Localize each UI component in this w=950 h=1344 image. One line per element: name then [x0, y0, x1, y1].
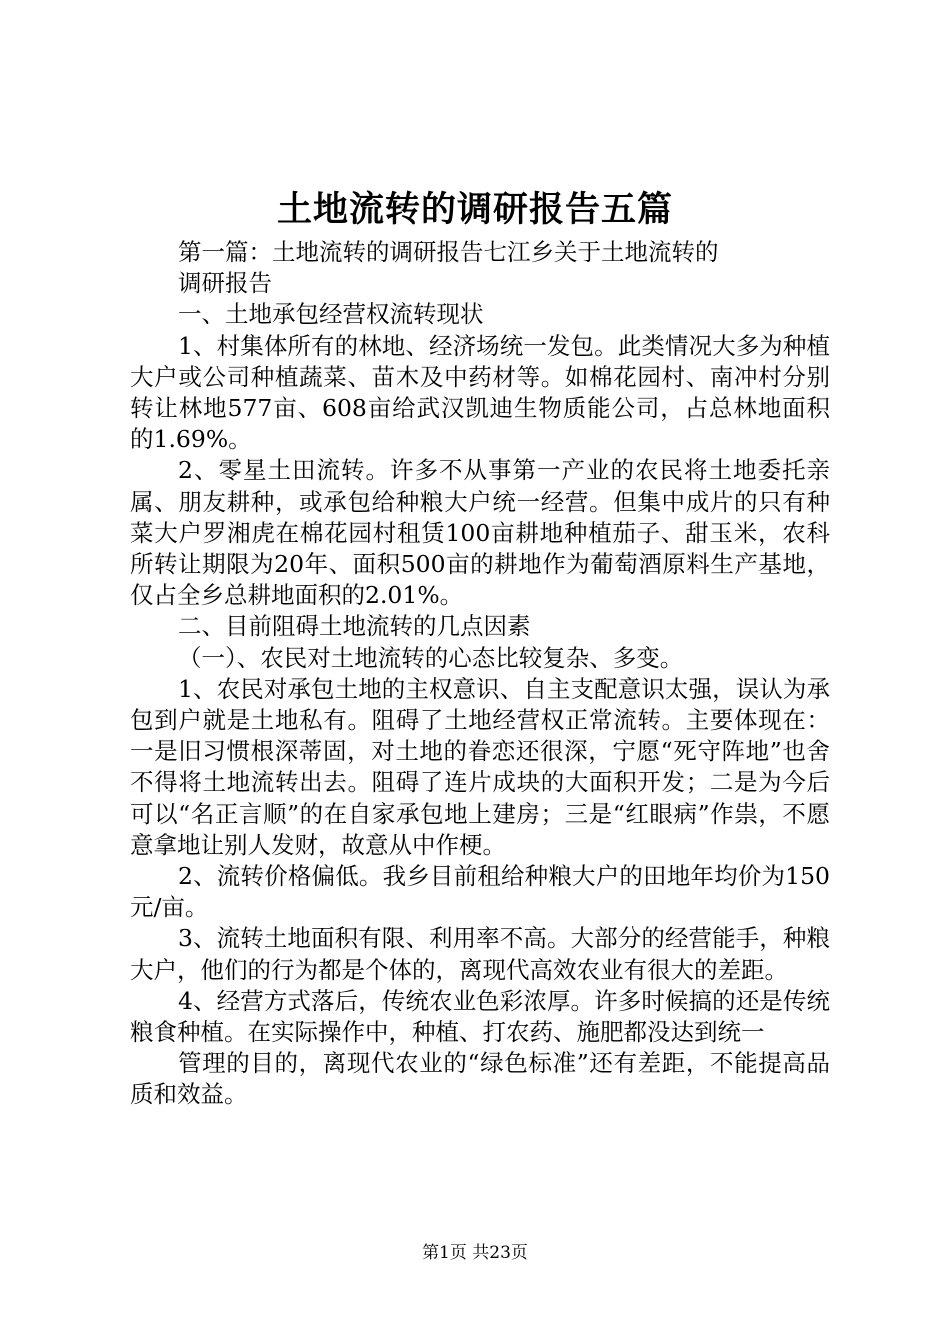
body-paragraph: 4、经营方式落后，传统农业色彩浓厚。许多时候搞的还是传统粮食种植。在实际操作中，种植、打农药、施肥都没达到统一	[130, 986, 830, 1047]
body-paragraph: 2、流转价格偏低。我乡目前租给种粮大户的田地年均价为150元/亩。	[130, 862, 830, 922]
body-paragraph: 3、流转土地面积有限、利用率不高。大部分的经营能手，种粮大户，他们的行为都是个体的，离现代高效农业有很大的差距。	[130, 924, 830, 984]
subsection-heading: 二、目前阻碍土地流转的几点因素	[178, 612, 531, 641]
body-paragraph: 1、村集体所有的林地、经济场统一发包。此类情况大多为种植大户或公司种植蔬菜、苗木及中药材等。如棉花园村、南冲村分别转让林地577亩、608亩给武汉凯迪生物质能公司，占总林地面积的1.69%。	[130, 331, 830, 454]
document-body	[130, 237, 830, 1111]
body-paragraph: 2、零星土田流转。许多不从事第一产业的农民将土地委托亲属、朋友耕种，或承包给种粮大户统一经营。但集中成片的只有种菜大户罗湘虎在棉花园村租赁100亩耕地种植茄子、甜玉米，农科所转让期限为20年、面积500亩的耕地作为葡萄酒原料生产基地，仅占全乡总耕地面积的2.01%。	[130, 456, 830, 610]
subsection-heading: 一、土地承包经营权流转现状	[178, 300, 484, 329]
section-heading: 第一篇：土地流转的调研报告七江乡关于土地流转的	[178, 238, 719, 266]
section-heading-continued: 调研报告	[178, 269, 272, 298]
body-paragraph: 管理的目的，离现代农业的“绿色标准”还有差距，不能提高品质和效益。	[130, 1049, 830, 1109]
page-footer: 第1页 共23页	[422, 1243, 528, 1263]
body-paragraph: 1、农民对承包土地的主权意识、自主支配意识太强，误认为承包到户就是土地私有。阻碍了土地经营权正常流转。主要体现在：一是旧习惯根深蒂固，对土地的眷恋还很深，宁愿“死守阵地”也舍不得将土地流转出去。阻碍了连片成块的大面积开发；二是为今后可以“名正言顺”的在自家承包地上建房；三是“红眼病”作祟，不愿意拿地让别人发财，故意从中作梗。	[130, 674, 830, 859]
page-title: 土地流转的调研报告五篇	[276, 189, 673, 230]
sub-subsection-heading: （一）、农民对土地流转的心态比较复杂、多变。	[178, 643, 684, 672]
